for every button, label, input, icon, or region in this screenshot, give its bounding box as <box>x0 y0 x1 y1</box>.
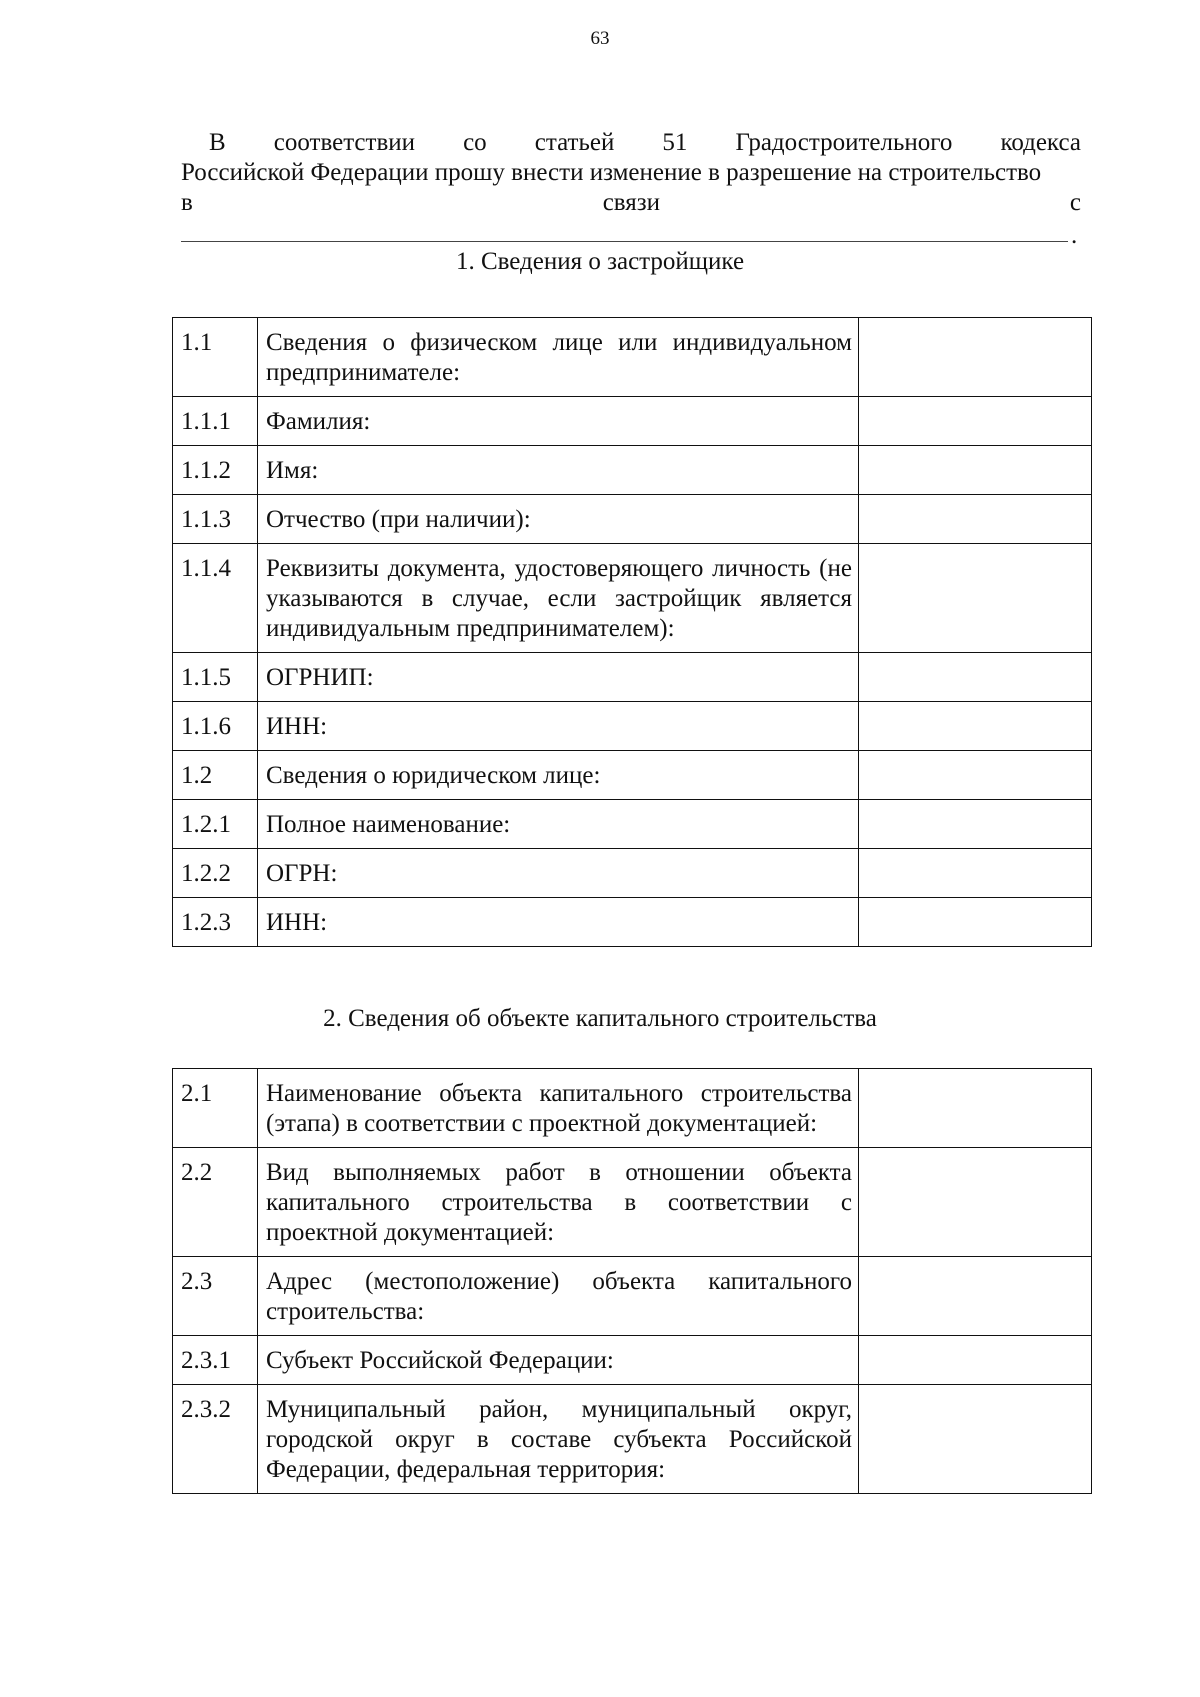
page-number: 63 <box>590 28 610 49</box>
row-number: 2.3 <box>173 1257 258 1336</box>
row-label: Сведения о физическом лице или индивидуальном предпринимателе: <box>258 318 859 397</box>
table-row <box>173 849 1092 898</box>
table-row <box>173 1336 1092 1385</box>
object-info-table <box>172 1068 1092 1494</box>
row-label: ОГРНИП: <box>258 653 859 702</box>
table-row <box>173 751 1092 800</box>
section-2-title: 2. Сведения об объекте капитального строительства <box>323 1005 877 1032</box>
reason-fill-line[interactable] <box>181 241 1068 242</box>
row-label: Имя: <box>258 446 859 495</box>
row-number: 2.3.2 <box>173 1385 258 1494</box>
row-label: Муниципальный район, муниципальный округ, городской округ в составе субъекта Российской Федерации, федеральная территория: <box>258 1385 859 1494</box>
row-number: 1.1.3 <box>173 495 258 544</box>
table-row <box>173 1069 1092 1148</box>
reason-end-period: . <box>1071 222 1078 249</box>
table-row <box>173 495 1092 544</box>
row-label: ОГРН: <box>258 849 859 898</box>
row-number: 1.1.1 <box>173 397 258 446</box>
row-number: 1.1.6 <box>173 702 258 751</box>
intro-text: Российской Федерации прошу внести изменение в разрешение на строительство <box>181 159 1042 186</box>
row-label: Полное наименование: <box>258 800 859 849</box>
intro-word: связи <box>602 189 661 216</box>
intro-word: в <box>181 189 193 216</box>
row-value-field[interactable] <box>859 1148 1092 1257</box>
row-value-field[interactable] <box>859 849 1092 898</box>
row-number: 1.2.1 <box>173 800 258 849</box>
row-label: Фамилия: <box>258 397 859 446</box>
table-row <box>173 446 1092 495</box>
row-label: Отчество (при наличии): <box>258 495 859 544</box>
table-row <box>173 1257 1092 1336</box>
row-value-field[interactable] <box>859 898 1092 947</box>
row-number: 2.2 <box>173 1148 258 1257</box>
row-number: 1.2 <box>173 751 258 800</box>
row-label: ИНН: <box>258 702 859 751</box>
row-number: 1.2.2 <box>173 849 258 898</box>
intro-word: Градостроительного <box>735 129 953 156</box>
intro-line-3 <box>181 188 1081 218</box>
section-1-title: 1. Сведения о застройщике <box>455 248 745 275</box>
row-value-field[interactable] <box>859 800 1092 849</box>
intro-word: с <box>1069 189 1081 216</box>
row-value-field[interactable] <box>859 1257 1092 1336</box>
row-label: Вид выполняемых работ в отношении объекта капитального строительства в соответствии с проектной документацией: <box>258 1148 859 1257</box>
table-row <box>173 800 1092 849</box>
row-value-field[interactable] <box>859 318 1092 397</box>
intro-paragraph <box>181 128 1081 218</box>
intro-word: соответствии <box>273 129 416 156</box>
row-label: ИНН: <box>258 898 859 947</box>
table-row <box>173 1148 1092 1257</box>
row-value-field[interactable] <box>859 702 1092 751</box>
row-number: 1.1.2 <box>173 446 258 495</box>
table-row <box>173 544 1092 653</box>
row-number: 1.1.5 <box>173 653 258 702</box>
row-value-field[interactable] <box>859 751 1092 800</box>
row-number: 2.3.1 <box>173 1336 258 1385</box>
table-row <box>173 1385 1092 1494</box>
table-row <box>173 898 1092 947</box>
row-label: Реквизиты документа, удостоверяющего личность (не указываются в случае, если застройщик является индивидуальным предпринимателем): <box>258 544 859 653</box>
intro-word: кодекса <box>1000 129 1081 156</box>
row-value-field[interactable] <box>859 446 1092 495</box>
row-label: Субъект Российской Федерации: <box>258 1336 859 1385</box>
table-row <box>173 397 1092 446</box>
intro-line-2 <box>181 158 1081 188</box>
row-value-field[interactable] <box>859 544 1092 653</box>
table-row <box>173 318 1092 397</box>
row-label: Адрес (местоположение) объекта капитального строительства: <box>258 1257 859 1336</box>
row-number: 1.2.3 <box>173 898 258 947</box>
row-value-field[interactable] <box>859 495 1092 544</box>
row-value-field[interactable] <box>859 653 1092 702</box>
row-label: Наименование объекта капитального строительства (этапа) в соответствии с проектной документацией: <box>258 1069 859 1148</box>
row-label: Сведения о юридическом лице: <box>258 751 859 800</box>
table-row <box>173 653 1092 702</box>
intro-word: 51 <box>662 129 688 156</box>
table-row <box>173 702 1092 751</box>
row-number: 1.1.4 <box>173 544 258 653</box>
developer-info-table <box>172 317 1092 947</box>
intro-word: статьей <box>534 129 615 156</box>
row-number: 2.1 <box>173 1069 258 1148</box>
row-value-field[interactable] <box>859 1069 1092 1148</box>
intro-line-1 <box>181 128 1081 158</box>
intro-word: В <box>209 129 226 156</box>
row-value-field[interactable] <box>859 1385 1092 1494</box>
intro-word: со <box>463 129 487 156</box>
row-value-field[interactable] <box>859 1336 1092 1385</box>
row-number: 1.1 <box>173 318 258 397</box>
row-value-field[interactable] <box>859 397 1092 446</box>
